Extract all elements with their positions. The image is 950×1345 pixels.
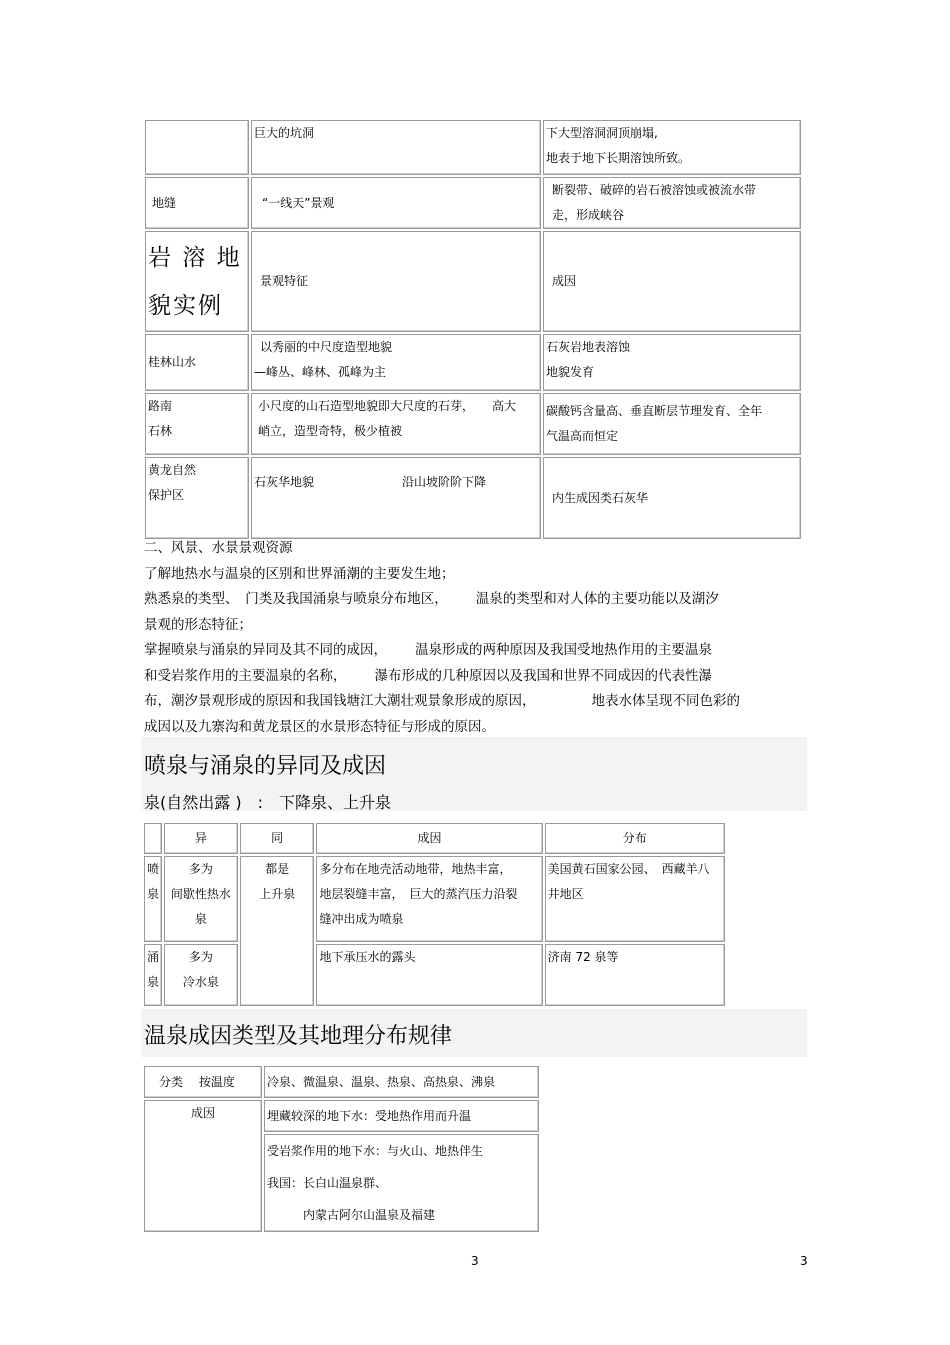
cell: 多分布在地壳活动地带，地热丰富， 地层裂缝丰富， 巨大的蒸汽压力沿裂 缝冲出成为喷泉 — [316, 856, 542, 942]
cell: 断裂带、破碎的岩石被溶蚀或被流水带 走，形成峡谷 — [543, 177, 801, 229]
paragraph-line: 和受岩浆作用的主要温泉的名称， 瀑布形成的几种原因以及我国和世界不同成因的代表性瀑 — [144, 667, 712, 684]
table-row — [145, 457, 801, 539]
cell: 受岩浆作用的地下水：与火山、地热伴生 我国：长白山温泉群、 内蒙古阿尔山温泉及福建 — [264, 1134, 539, 1232]
spring-subheading: 泉(自然出露 ) : 下降泉、上升泉 — [144, 793, 391, 812]
cell: 内生成因类石灰华 — [543, 457, 801, 539]
cell: 济南 72 泉等 — [545, 944, 725, 1006]
cell: 以秀丽的中尺度造型地貌 —峰丛、峰林、孤峰为主 — [251, 334, 541, 391]
cell: 石灰华地貌 沿山坡阶阶下降 — [251, 457, 541, 539]
cell: 桂林山水 — [145, 334, 249, 391]
header-cell: 同 — [240, 823, 315, 854]
cell: 多为 冷水泉 — [164, 944, 238, 1006]
table-row — [145, 120, 801, 175]
cell: “一线天”景观 — [251, 177, 541, 229]
paragraph-line: 布，潮汐景观形成的原因和我国钱塘江大潮壮观景象形成的原因， 地表水体呈现不同色彩的 — [144, 693, 740, 709]
table-row — [145, 177, 801, 229]
karst-example-label: 岩 溶 地 貌实例 — [145, 231, 249, 332]
section-2 — [144, 536, 804, 740]
hot-spring-heading: 温泉成因类型及其地理分布规律 — [144, 1024, 453, 1049]
cell: 涌 泉 — [144, 944, 162, 1006]
spring-heading: 喷泉与涌泉的异同及成因 — [144, 754, 387, 779]
page-number: 3 — [471, 1254, 479, 1268]
karst-landform-table — [143, 118, 803, 541]
cell: 黄龙自然 保护区 — [145, 457, 249, 539]
spring-comparison-table — [142, 821, 727, 1008]
cell: 地下承压水的露头 — [316, 944, 542, 1006]
cell: 美国黄石国家公园、 西藏羊八 井地区 — [545, 856, 725, 942]
paragraph-line: 掌握喷泉与涌泉的异同及其不同的成因， 温泉形成的两种原因及我国受地热作用的主要温泉 — [144, 642, 712, 658]
header-cell: 分布 — [545, 823, 725, 854]
cell: 冷泉、微温泉、温泉、热泉、高热泉、沸泉 — [264, 1066, 539, 1098]
cell: 小尺度的山石造型地貌即大尺度的石芽， 高大 峭立，造型奇特，极少植被 — [251, 393, 541, 455]
header-cell: 异 — [164, 823, 238, 854]
cell: 路南 石林 — [145, 393, 249, 455]
table-row — [145, 393, 801, 455]
cell: 地缝 — [145, 177, 249, 229]
hot-spring-table — [142, 1064, 541, 1234]
table-row — [145, 231, 801, 332]
cell: 景观特征 — [251, 231, 541, 332]
page-number: 3 — [800, 1254, 808, 1268]
cell: 都是 上升泉 — [240, 856, 315, 1006]
cell: 埋藏较深的地下水：受地热作用而升温 — [264, 1100, 539, 1132]
cell: 巨大的坑洞 — [251, 120, 541, 175]
table-row — [144, 1066, 539, 1098]
cell: 石灰岩地表溶蚀 地貌发育 — [543, 334, 801, 391]
section-2-title: 二、风景、水景景观资源 — [144, 540, 293, 556]
paragraph-line: 了解地热水与温泉的区别和世界涌潮的主要发生地； — [144, 565, 455, 582]
hot-spring-heading-band — [141, 1009, 807, 1057]
spring-heading-band — [141, 737, 807, 811]
table-row — [144, 856, 725, 942]
cell: 分类 按温度 — [144, 1066, 262, 1098]
header-cell — [144, 823, 162, 854]
table-row — [144, 1100, 539, 1132]
cell: 下大型溶洞洞顶崩塌, 地表于地下长期溶蚀所致。 — [543, 120, 801, 175]
paragraph-line: 熟悉泉的类型、 门类及我国涌泉与喷泉分布地区， 温泉的类型和对人体的主要功能以及湖汐 — [144, 591, 719, 607]
header-cell: 成因 — [316, 823, 542, 854]
table-row — [144, 944, 725, 1006]
cell — [145, 120, 249, 175]
cell: 碳酸钙含量高、垂直断层节理发育、全年 气温高而恒定 — [543, 393, 801, 455]
cell: 多为 间歇性热水 泉 — [164, 856, 238, 942]
paragraph-line: 景观的形态特征； — [144, 616, 252, 633]
cell: 成因 — [144, 1100, 262, 1232]
cell: 成因 — [543, 231, 801, 332]
table-row — [145, 334, 801, 391]
table-header-row — [144, 823, 725, 854]
cell: 喷 泉 — [144, 856, 162, 942]
paragraph-line: 成因以及九寨沟和黄龙景区的水景形态特征与形成的原因。 — [144, 718, 495, 735]
